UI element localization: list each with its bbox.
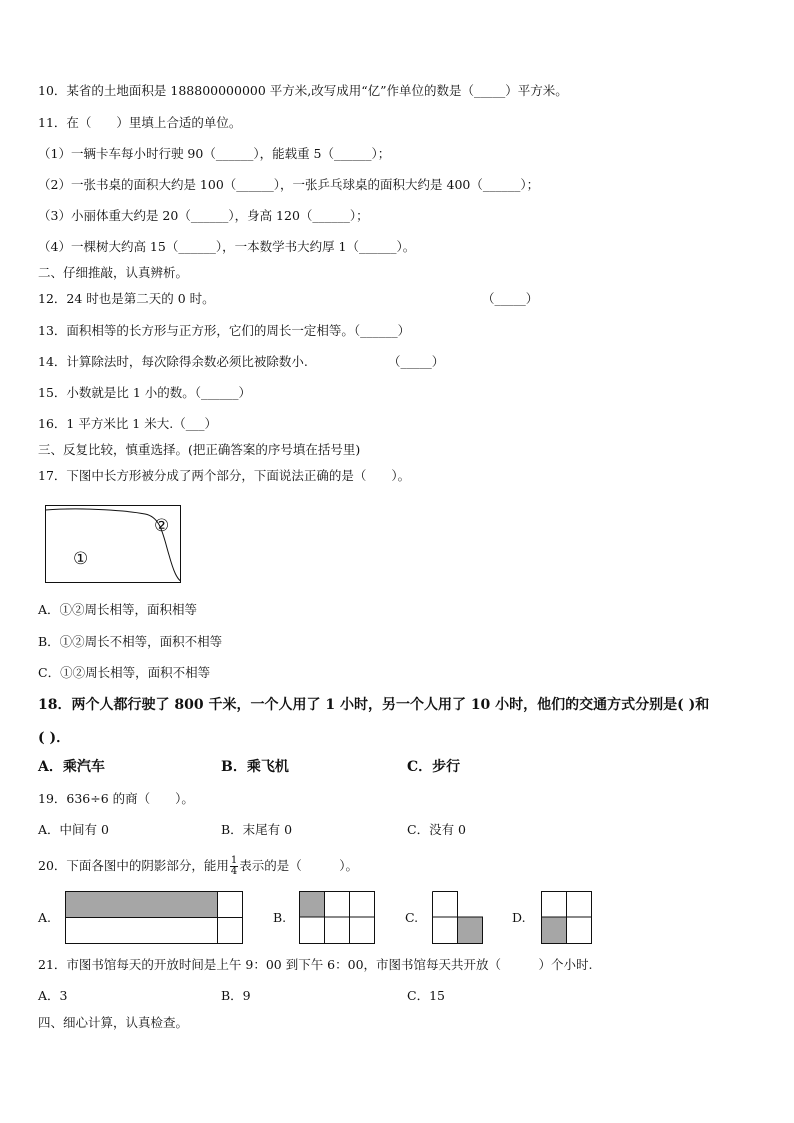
question-11-part-4: （4）一棵树大约高 15（______），一本数学书大约厚 1（______）。 — [38, 239, 416, 254]
question-12: 12．24 时也是第二天的 0 时。 — [38, 291, 215, 306]
figure-b — [299, 891, 375, 944]
question-20-label-b: B. — [273, 910, 287, 925]
question-18-option-a: A．乘汽车 — [38, 759, 105, 775]
question-19-option-c: C．没有 0 — [407, 822, 466, 837]
section-3-heading: 三、反复比较，慎重选择。(把正确答案的序号填在括号里) — [38, 442, 361, 457]
question-17-option-a: A．①②周长相等，面积相等 — [38, 602, 198, 617]
question-21-option-b: B．9 — [221, 988, 251, 1003]
question-13: 13．面积相等的长方形与正方形，它们的周长一定相等。（______） — [38, 323, 411, 338]
question-20-stem — [38, 856, 358, 877]
figure-d — [541, 891, 592, 944]
question-11-part-1: （1）一辆卡车每小时行驶 90（______），能载重 5（______）； — [38, 146, 391, 161]
question-16: 16．1 平方米比 1 米大.（___） — [38, 416, 217, 431]
question-21-stem: 21．市图书馆每天的开放时间是上午 9：00 到下午 6：00，市图书馆每天共开放（ ）个小时. — [38, 957, 593, 972]
question-21-option-c: C．15 — [407, 988, 445, 1003]
question-19-option-b: B．末尾有 0 — [221, 822, 293, 837]
question-17-option-c: C．①②周长相等，面积不相等 — [38, 665, 211, 680]
question-20-label-c: C. — [405, 910, 419, 925]
question-20-stem-after: 表示的是（ ）。 — [239, 858, 359, 873]
question-14: 14．计算除法时，每次除得余数必须比被除数小. — [38, 354, 308, 369]
section-2-heading: 二、仔细推敲，认真辨析。 — [38, 265, 189, 280]
question-11-part-3: （3）小丽体重大约是 20（______），身高 120（______）； — [38, 208, 369, 223]
question-18-option-b: B．乘飞机 — [221, 759, 289, 775]
fraction-numerator: 1 — [230, 855, 238, 866]
question-19-stem: 19．636÷6 的商（ ）。 — [38, 791, 194, 806]
question-15: 15．小数就是比 1 小的数。（______） — [38, 385, 252, 400]
figure-c — [432, 891, 483, 944]
question-12-blank: （_____） — [482, 291, 539, 306]
question-17-option-b: B．①②周长不相等，面积不相等 — [38, 634, 223, 649]
region-2-label: ② — [154, 516, 170, 536]
question-11-part-2: （2）一张书桌的面积大约是 100（______），一张乒乓球桌的面积大约是 400（______）； — [38, 177, 540, 192]
question-18-line-1: 18．两个人都行驶了 800 千米，一个人用了 1 小时，另一个人用了 10 小时，他们的交通方式分别是( )和 — [38, 697, 710, 713]
fraction-denominator: 4 — [230, 866, 238, 877]
question-20-stem-before: 20．下面各图中的阴影部分，能用 — [38, 858, 229, 873]
question-20-label-d: D. — [512, 910, 526, 925]
question-19-option-a: A．中间有 0 — [38, 822, 109, 837]
figure-a — [65, 891, 243, 944]
question-14-blank: （_____） — [388, 354, 445, 369]
region-1-label: ① — [73, 549, 89, 569]
question-20-label-a: A. — [38, 910, 52, 925]
question-18-line-2: ( )． — [38, 730, 71, 746]
fraction-one-quarter — [230, 856, 238, 877]
question-21-option-a: A．3 — [38, 988, 68, 1003]
question-10: 10．某省的土地面积是 188800000000 平方米,改写成用“亿”作单位的数是（_____）平方米。 — [38, 83, 568, 98]
section-4-heading: 四、细心计算，认真检查。 — [38, 1015, 189, 1030]
question-18-option-c: C．步行 — [407, 759, 461, 775]
question-11-stem: 11．在（ ）里填上合适的单位。 — [38, 115, 242, 130]
question-17-stem: 17．下图中长方形被分成了两个部分，下面说法正确的是（ ）。 — [38, 468, 411, 483]
